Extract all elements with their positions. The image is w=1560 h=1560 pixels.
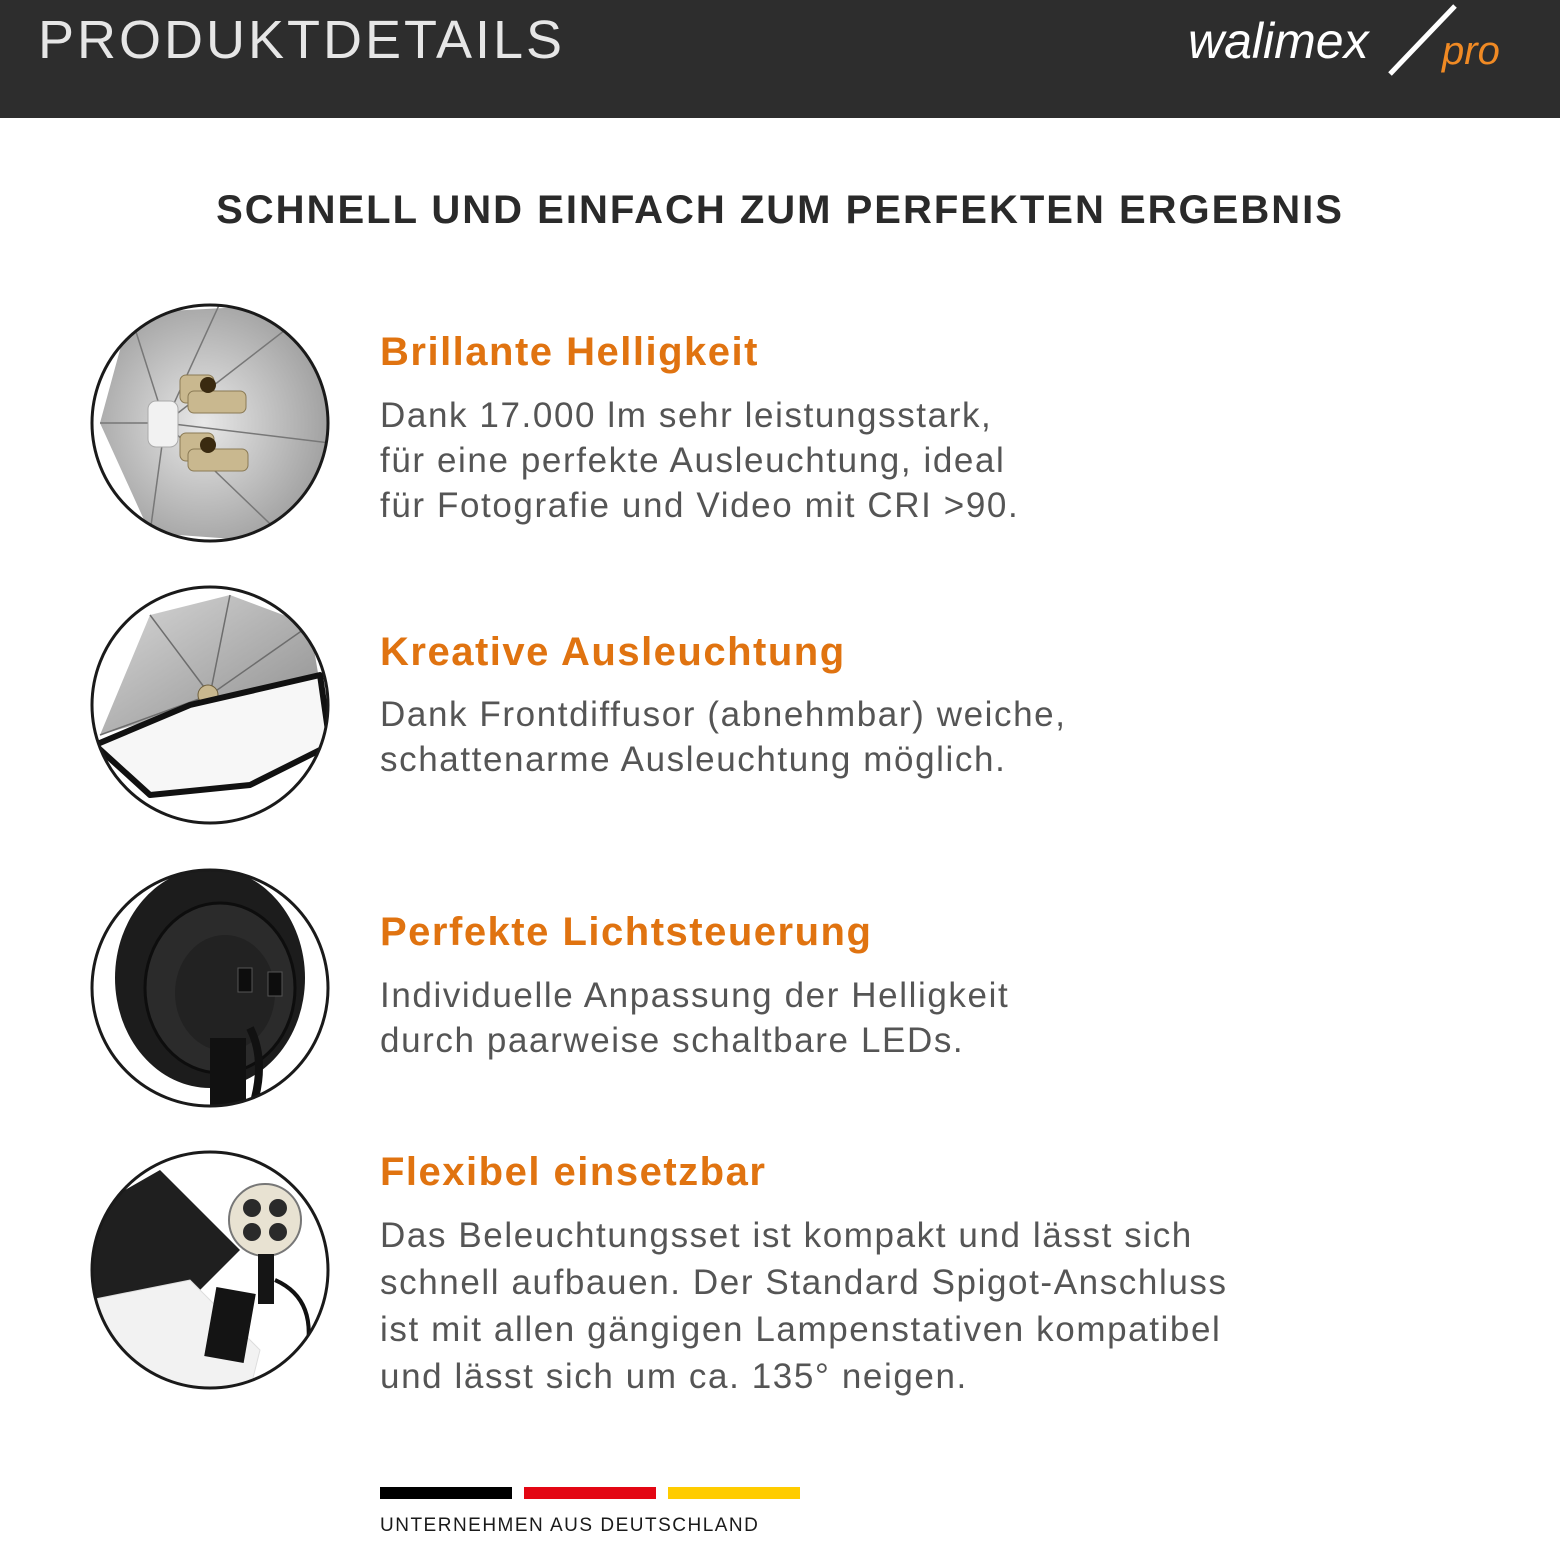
page-title: PRODUKTDETAILS — [38, 10, 566, 70]
feature-description — [380, 1212, 1460, 1400]
walimex-pro-logo — [1180, 0, 1530, 90]
lamp-head-switches-icon — [90, 868, 330, 1108]
flag-stripe-red — [524, 1487, 656, 1499]
description-line: für eine perfekte Ausleuchtung, ideal — [380, 441, 1006, 480]
softbox-interior-led-bulbs-icon — [90, 303, 330, 543]
logo-text: walimex — [1188, 13, 1369, 69]
description-line: schattenarme Ausleuchtung möglich. — [380, 740, 1007, 779]
feature-description — [380, 393, 1460, 528]
feature-description — [380, 973, 1460, 1063]
feature-description — [380, 692, 1460, 782]
description-line: und lässt sich um ca. 135° neigen. — [380, 1357, 968, 1396]
header-bar — [0, 0, 1560, 118]
german-flag-bar — [380, 1487, 800, 1499]
footer-company-text: UNTERNEHMEN AUS DEUTSCHLAND — [380, 1515, 760, 1536]
flag-stripe-gold — [668, 1487, 800, 1499]
description-line: schnell aufbauen. Der Standard Spigot-Anschluss — [380, 1263, 1228, 1302]
section-headline: SCHNELL UND EINFACH ZUM PERFEKTEN ERGEBNIS — [216, 188, 1344, 232]
description-line: für Fotografie und Video mit CRI >90. — [380, 486, 1020, 525]
description-line: ist mit allen gängigen Lampenstativen kompatibel — [380, 1310, 1222, 1349]
description-line: durch paarweise schaltbare LEDs. — [380, 1021, 965, 1060]
description-line: Individuelle Anpassung der Helligkeit — [380, 976, 1010, 1015]
feature-title: Kreative Ausleuchtung — [380, 630, 846, 674]
feature-title: Brillante Helligkeit — [380, 330, 759, 374]
flag-stripe-black — [380, 1487, 512, 1499]
description-line: Dank Frontdiffusor (abnehmbar) weiche, — [380, 695, 1067, 734]
folded-softbox-and-socket-icon — [90, 1150, 330, 1390]
softbox-with-front-diffuser-icon — [90, 585, 330, 825]
logo-suffix: pro — [1442, 29, 1500, 73]
feature-title: Perfekte Lichtsteuerung — [380, 910, 873, 954]
description-line: Dank 17.000 lm sehr leistungsstark, — [380, 396, 993, 435]
description-line: Das Beleuchtungsset ist kompakt und lässt sich — [380, 1216, 1193, 1255]
feature-title: Flexibel einsetzbar — [380, 1150, 767, 1194]
